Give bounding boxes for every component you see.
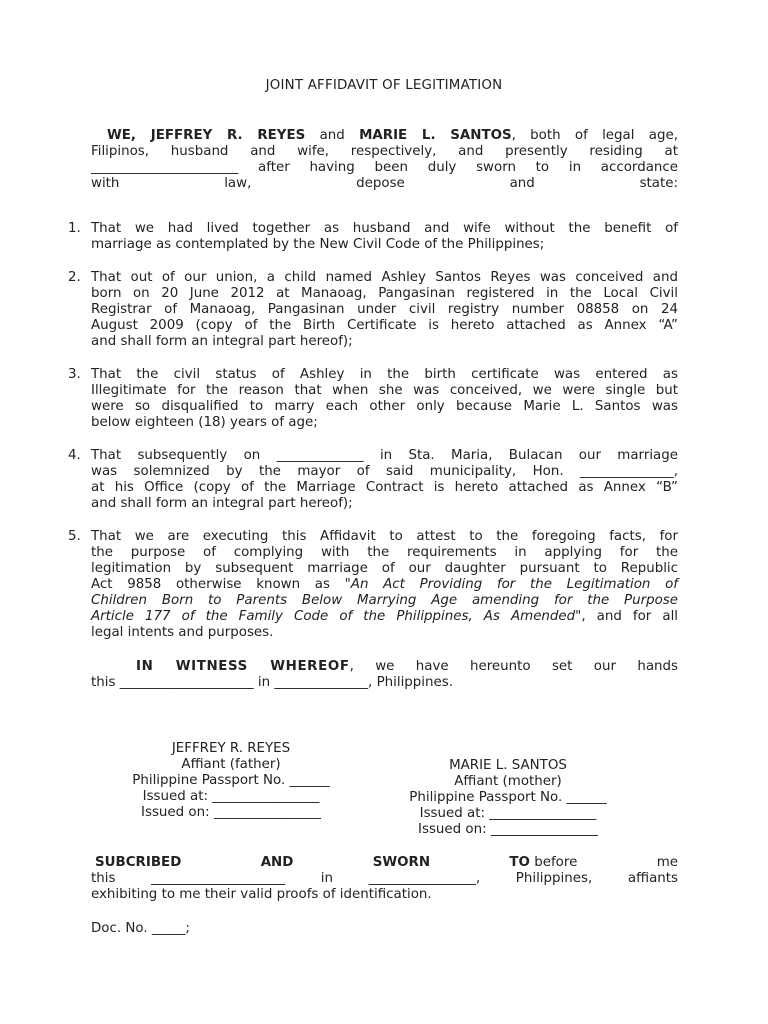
jurat-line-2: this ____________________ in ________________, Philippines, affiants <box>91 871 678 886</box>
witness-line-2: this ____________________ in ______________, Philippines. <box>91 675 453 690</box>
item-3 <box>91 367 678 431</box>
affiant-mother-role: Affiant (mother) <box>454 774 562 789</box>
residence-blank: ______________________ <box>91 160 239 175</box>
jurat-paragraph <box>91 855 678 903</box>
intro-paragraph <box>91 128 678 192</box>
item-2-line: and shall form an integral part hereof); <box>91 334 353 349</box>
jurat-word: before <box>534 855 578 870</box>
item-3-line: That the civil status of Ashley in the birth certificate was entered as <box>91 367 678 382</box>
intro-line-4: with law, depose and state: <box>91 176 678 191</box>
act-title-part: Article 177 of the Family Code of the Philippines, As Amended" <box>91 609 582 624</box>
item-5-line: legal intents and purposes. <box>91 625 274 640</box>
item-5-line: That we are executing this Affidavit to attest to the foregoing facts, for <box>91 529 678 544</box>
intro-and: and <box>305 128 360 143</box>
doc-number: Doc. No. _____; <box>91 921 190 936</box>
item-2 <box>91 270 678 350</box>
intro-line-1-rest: , both of legal age, <box>511 128 678 143</box>
item-1 <box>91 221 678 253</box>
affiant-2-name: MARIE L. SANTOS <box>359 128 512 143</box>
affiant-father-passport: Philippine Passport No. ______ <box>132 773 330 788</box>
jurat-word: AND <box>260 855 294 870</box>
item-number-3: 3. <box>68 367 81 382</box>
affiant-father-block <box>109 741 353 821</box>
affiant-1-name: WE, JEFFREY R. REYES <box>107 128 306 143</box>
item-5-line-rest: , and for all <box>581 609 679 624</box>
affiant-mother-block <box>386 758 630 838</box>
act-title-part: "An Act Providing for the Legitimation of <box>344 577 679 592</box>
witness-heading: IN WITNESS WHEREOF <box>136 659 350 674</box>
affiant-mother-name: MARIE L. SANTOS <box>449 758 567 773</box>
witness-line-1-rest: , we have hereunto set our hands <box>349 659 678 674</box>
item-3-line: Illegitimate for the reason that when she was conceived, we were single but <box>91 383 678 398</box>
item-2-line: Registrar of Manaoag, Pangasinan under civil registry number 08858 on 24 <box>91 302 678 317</box>
item-4-line: and shall form an integral part hereof); <box>91 496 353 511</box>
intro-line-1 <box>91 128 678 144</box>
item-1-line: That we had lived together as husband and wife without the benefit of <box>91 221 678 236</box>
item-number-5: 5. <box>68 529 81 544</box>
item-4-line: That subsequently on _____________ in Sta. Maria, Bulacan our marriage <box>91 448 678 463</box>
act-title-part: Children Born to Parents Below Marrying Age amending for the Purpose <box>91 593 678 608</box>
jurat-word-group <box>509 855 577 871</box>
affiant-father-issued-at: Issued at: ________________ <box>142 789 320 804</box>
witness-line-1 <box>91 659 678 675</box>
item-3-line: below eighteen (18) years of age; <box>91 415 318 430</box>
intro-line-3 <box>91 160 678 176</box>
item-5-line: legitimation by subsequent marriage of our daughter pursuant to Republic <box>91 561 678 576</box>
item-2-line: That out of our union, a child named Ashley Santos Reyes was conceived and <box>91 270 678 285</box>
item-number-2: 2. <box>68 270 81 285</box>
affiant-father-name: JEFFREY R. REYES <box>171 741 291 756</box>
intro-line-2: Filipinos, husband and wife, respectively, and presently residing at <box>91 144 678 159</box>
item-number-4: 4. <box>68 448 81 463</box>
affiant-mother-passport: Philippine Passport No. ______ <box>409 790 607 805</box>
jurat-line-3: exhibiting to me their valid proofs of identification. <box>91 887 432 902</box>
item-2-line: August 2009 (copy of the Birth Certificate is hereto attached as Annex “A” <box>91 318 678 333</box>
item-4-line: at his Office (copy of the Marriage Contract is hereto attached as Annex “B” <box>91 480 678 495</box>
intro-line-3-rest: after having been duly sworn to in accordance <box>238 160 678 175</box>
item-5-line <box>91 609 678 625</box>
affiant-mother-issued-on: Issued on: ________________ <box>418 822 598 837</box>
item-2-line: born on 20 June 2012 at Manaoag, Pangasinan registered in the Local Civil <box>91 286 678 301</box>
affiant-father-role: Affiant (father) <box>181 757 281 772</box>
item-number-1: 1. <box>68 221 81 236</box>
item-5-line <box>91 577 678 593</box>
item-4-line: was solemnized by the mayor of said municipality, Hon. ______________, <box>91 464 678 479</box>
affiant-father-issued-on: Issued on: ________________ <box>141 805 321 820</box>
item-1-line: marriage as contemplated by the New Civil Code of the Philippines; <box>91 237 545 252</box>
witness-paragraph <box>91 659 678 691</box>
act-number: Act 9858 otherwise known as <box>91 577 345 592</box>
jurat-word: me <box>656 855 678 870</box>
jurat-line-1 <box>91 855 678 871</box>
item-5-line: the purpose of complying with the requirements in applying for the <box>91 545 678 560</box>
affiant-mother-issued-at: Issued at: ________________ <box>419 806 597 821</box>
jurat-word: SUBCRIBED <box>95 855 182 870</box>
document-title: JOINT AFFIDAVIT OF LEGITIMATION <box>265 78 503 93</box>
jurat-word: TO <box>509 855 530 870</box>
jurat-word: SWORN <box>372 855 431 870</box>
item-5 <box>91 529 678 641</box>
item-3-line: were so disqualified to marry each other only because Marie L. Santos was <box>91 399 678 414</box>
item-4 <box>91 448 678 512</box>
